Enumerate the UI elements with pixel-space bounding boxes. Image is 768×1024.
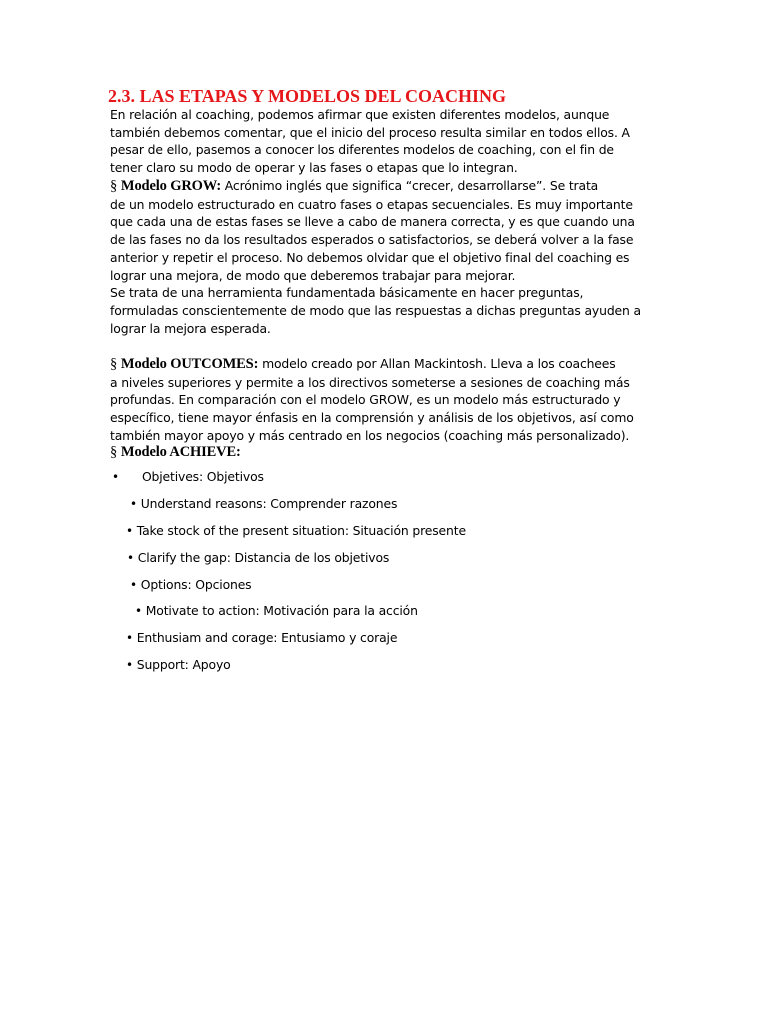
grow-line: de las fases no da los resultados esperados o satisfactorios, se deberá volver a la fase	[110, 232, 634, 248]
list-item-text: Clarify the gap: Distancia de los objetivos	[137, 550, 390, 565]
grow-line: lograr una mejora, de modo que deberemos trabajar para mejorar.	[110, 267, 516, 283]
bullet-icon: •	[126, 631, 133, 645]
bullet-icon: •	[112, 470, 119, 484]
list-item	[130, 576, 252, 594]
grow-line: formuladas conscientemente de modo que las respuestas a dichas preguntas ayuden a	[110, 302, 641, 318]
section-title: 2.3. LAS ETAPAS Y MODELOS DEL COACHING	[108, 86, 507, 106]
grow-paragraph	[110, 177, 641, 337]
outcomes-line: a niveles superiores y permite a los directivos someterse a sesiones de coaching más	[110, 374, 630, 390]
grow-line: lograr la mejora esperada.	[110, 320, 271, 336]
list-item	[130, 495, 397, 513]
outcomes-line: también mayor apoyo y más centrado en los negocios (coaching más personalizado).	[110, 427, 630, 443]
bullet-icon: •	[127, 551, 134, 565]
list-item	[126, 629, 397, 647]
grow-line: que cada una de estas fases se lleve a cabo de manera correcta, y es que cuando una	[110, 214, 635, 230]
outcomes-first-line	[110, 355, 634, 374]
list-item	[135, 602, 418, 620]
outcomes-paragraph	[110, 355, 634, 445]
list-item-text: Objetives: Objetivos	[141, 469, 264, 484]
bullet-icon: •	[130, 497, 137, 511]
grow-label: Modelo GROW:	[120, 178, 222, 194]
list-item-text: Understand reasons: Comprender razones	[140, 496, 398, 511]
intro-line: pesar de ello, pasemos a conocer los diferentes modelos de coaching, con el fin de	[110, 142, 614, 158]
achieve-label: Modelo ACHIEVE:	[120, 444, 241, 460]
section-marker: §	[110, 178, 118, 194]
list-item	[112, 468, 264, 486]
list-item	[127, 549, 389, 567]
intro-line: tener claro su modo de operar y las fases o etapas que lo integran.	[110, 160, 518, 176]
list-item-text: Take stock of the present situation: Situación presente	[136, 523, 466, 538]
grow-line: anterior y repetir el proceso. No debemos olvidar que el objetivo final del coaching es	[110, 249, 630, 265]
section-marker: §	[110, 356, 118, 372]
achieve-heading	[110, 443, 241, 462]
outcomes-first-text: modelo creado por Allan Mackintosh. Lleva a los coachees	[258, 356, 616, 371]
bullet-icon: •	[126, 658, 133, 672]
outcomes-line: específico, tiene mayor énfasis en la comprensión y análisis de los objetivos, así como	[110, 410, 634, 426]
grow-first-line	[110, 177, 641, 196]
intro-paragraph	[110, 106, 630, 177]
grow-line: Se trata de una herramienta fundamentada básicamente en hacer preguntas,	[110, 285, 584, 301]
grow-first-text: Acrónimo inglés que significa “crecer, desarrollarse”. Se trata	[221, 178, 599, 193]
list-item	[126, 522, 466, 540]
list-item-text: Options: Opciones	[140, 577, 252, 592]
intro-line: En relación al coaching, podemos afirmar que existen diferentes modelos, aunque	[110, 107, 610, 122]
section-marker: §	[110, 444, 118, 460]
outcomes-label: Modelo OUTCOMES:	[120, 356, 259, 372]
grow-line: de un modelo estructurado en cuatro fases o etapas secuenciales. Es muy importante	[110, 196, 633, 212]
bullet-icon: •	[126, 524, 133, 538]
list-item-text: Enthusiam and corage: Entusiamo y coraje	[136, 630, 398, 645]
list-item	[126, 656, 231, 674]
outcomes-line: profundas. En comparación con el modelo GROW, es un modelo más estructurado y	[110, 392, 621, 408]
bullet-icon: •	[130, 578, 137, 592]
list-item-text: Support: Apoyo	[136, 657, 231, 672]
bullet-icon: •	[135, 604, 142, 618]
intro-line: también debemos comentar, que el inicio del proceso resulta similar en todos ellos. A	[110, 124, 630, 140]
list-item-text: Motivate to action: Motivación para la acción	[145, 603, 418, 618]
